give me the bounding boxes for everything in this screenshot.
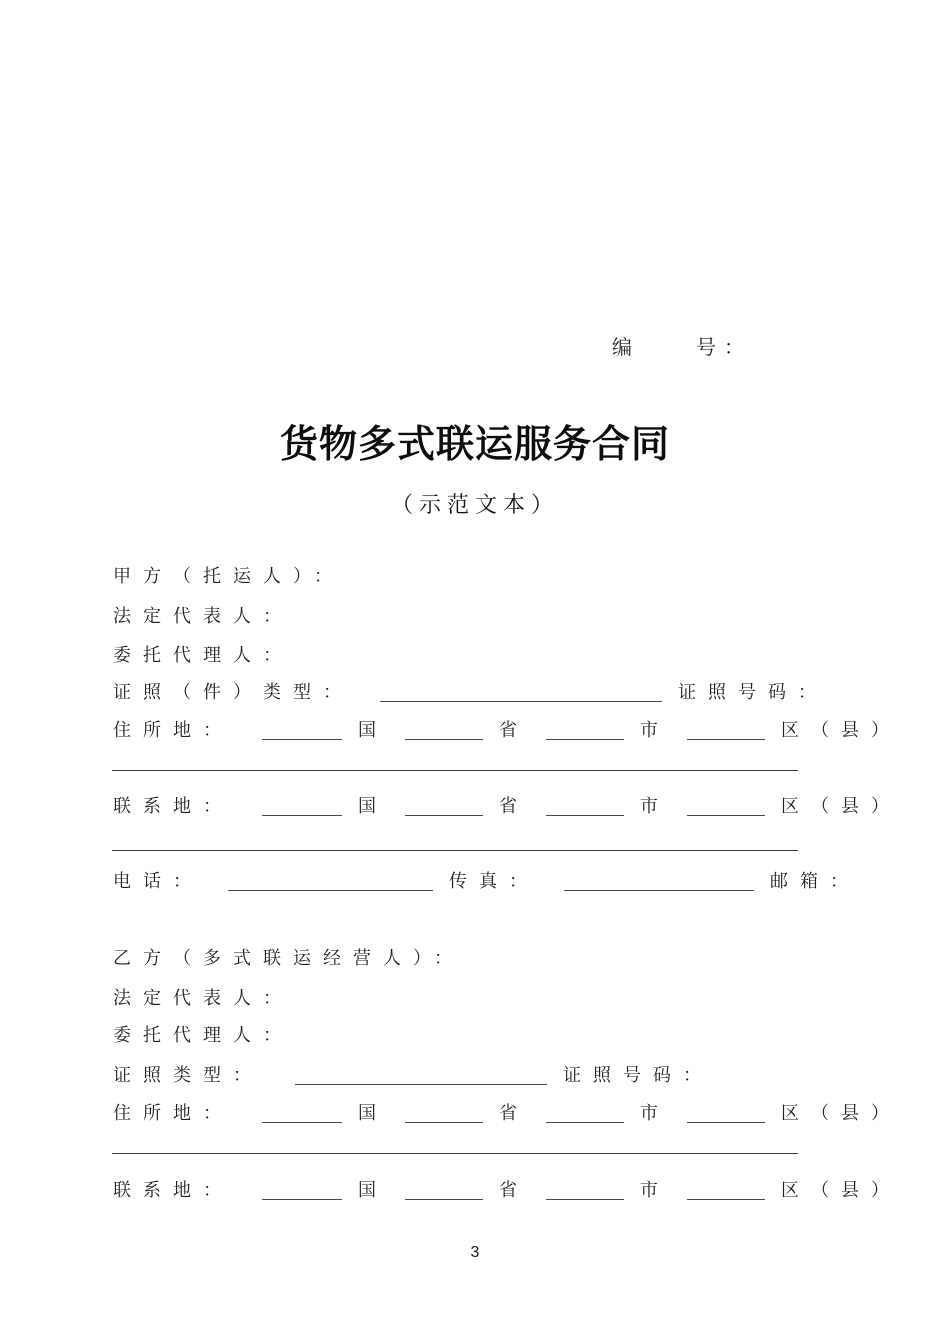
country-unit-label: 国 (358, 1180, 388, 1200)
phone-label: 电话： (113, 871, 203, 891)
country-unit-label: 国 (358, 720, 388, 740)
province-unit-label: 省 (499, 1103, 529, 1123)
city-blank-field (546, 1121, 624, 1123)
country-blank-field (262, 738, 342, 740)
district-unit-label: 区（县） (781, 1103, 901, 1123)
party-a-contact-line (113, 796, 901, 818)
district-blank-field (687, 1121, 765, 1123)
party-a-license-line (113, 682, 828, 704)
district-blank-field (687, 738, 765, 740)
separator-line (112, 1153, 798, 1154)
country-unit-label: 国 (358, 1103, 388, 1123)
party-a-agent-line (113, 645, 293, 667)
phone-blank-field (228, 889, 433, 891)
province-blank-field (405, 814, 483, 816)
city-blank-field (546, 814, 624, 816)
party-a-legal-rep-line (113, 606, 293, 628)
entrusted-agent-label: 委托代理人： (113, 1025, 293, 1045)
email-label: 邮箱： (770, 871, 860, 891)
district-unit-label: 区（县） (781, 1180, 901, 1200)
city-unit-label: 市 (640, 1180, 670, 1200)
city-blank-field (546, 1198, 624, 1200)
license-type-label: 证照（件）类型： (113, 682, 353, 702)
city-unit-label: 市 (640, 796, 670, 816)
license-type-blank-field (380, 700, 662, 702)
party-b-agent-line (113, 1025, 293, 1047)
city-unit-label: 市 (640, 1103, 670, 1123)
district-unit-label: 区（县） (781, 720, 901, 740)
document-subtitle: （示范文本） (390, 492, 559, 517)
party-a-title-label: 甲方（托运人）： (113, 566, 344, 586)
legal-representative-label: 法定代表人： (113, 988, 293, 1008)
province-unit-label: 省 (499, 1180, 529, 1200)
party-a-title-line (113, 566, 344, 588)
city-blank-field (546, 738, 624, 740)
district-unit-label: 区（县） (781, 796, 901, 816)
document-number-label: 编 号： (612, 337, 752, 359)
fax-blank-field (564, 889, 754, 891)
country-unit-label: 国 (358, 796, 388, 816)
province-blank-field (405, 1121, 483, 1123)
province-unit-label: 省 (499, 720, 529, 740)
city-unit-label: 市 (640, 720, 670, 740)
separator-line (112, 770, 798, 771)
license-number-label: 证照号码： (678, 682, 828, 702)
country-blank-field (262, 1198, 342, 1200)
party-b-license-line (113, 1065, 713, 1087)
country-blank-field (262, 814, 342, 816)
subtitle-block (0, 492, 950, 518)
document-title: 货物多式联运服务合同 (279, 424, 670, 466)
party-b-legal-rep-line (113, 988, 293, 1010)
title-block (0, 424, 950, 468)
contact-address-label: 联系地： (113, 1180, 233, 1200)
license-number-label: 证照号码： (563, 1065, 713, 1085)
country-blank-field (262, 1121, 342, 1123)
fax-label: 传真： (449, 871, 539, 891)
contact-address-label: 联系地： (113, 796, 233, 816)
party-a-phone-line (113, 871, 860, 893)
province-unit-label: 省 (499, 796, 529, 816)
district-blank-field (687, 814, 765, 816)
legal-representative-label: 法定代表人： (113, 606, 293, 626)
page-number: 3 (470, 1244, 480, 1261)
party-b-residence-line (113, 1103, 901, 1125)
license-type-blank-field (295, 1083, 547, 1085)
residence-label: 住所地： (113, 720, 233, 740)
party-b-title-line (113, 948, 464, 970)
district-blank-field (687, 1198, 765, 1200)
party-b-title-label: 乙方（多式联运经营人）： (113, 948, 464, 968)
province-blank-field (405, 1198, 483, 1200)
entrusted-agent-label: 委托代理人： (113, 645, 293, 665)
party-a-residence-line (113, 720, 901, 742)
separator-line (112, 850, 798, 851)
party-b-contact-line (113, 1180, 901, 1202)
province-blank-field (405, 738, 483, 740)
license-type-label: 证照类型： (113, 1065, 263, 1085)
residence-label: 住所地： (113, 1103, 233, 1123)
